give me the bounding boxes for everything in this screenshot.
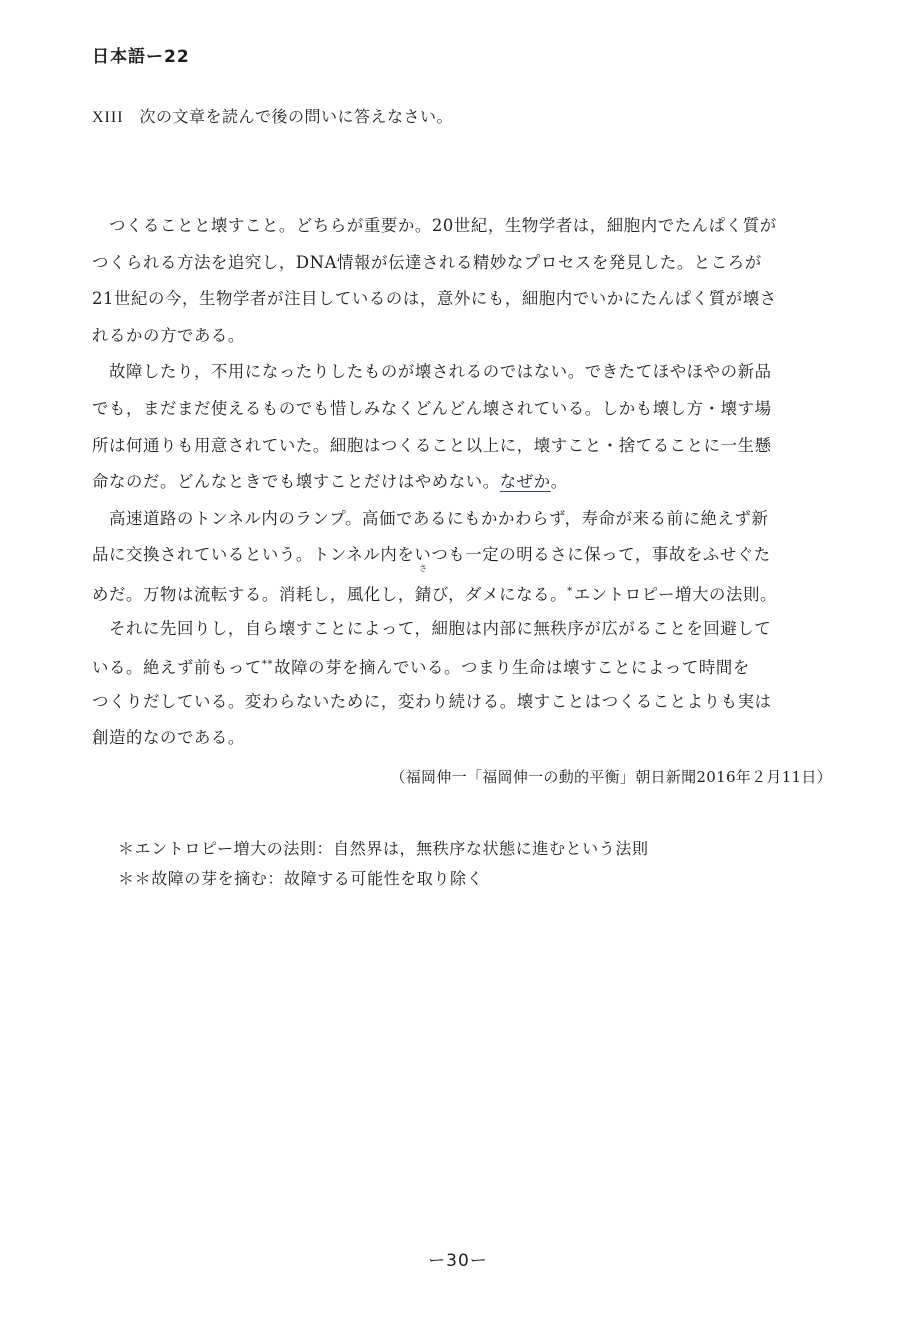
passage-text: それに先回りし，自ら壊すことによって，細胞は内部に無秩序が広がることを回避して: [109, 618, 772, 638]
passage: [92, 208, 832, 757]
passage-line: 21世紀の今，生物学者が注目しているのは，意外にも，細胞内でいかにたんぱく質が壊さ: [92, 289, 777, 309]
passage-line: つくられる方法を追究し，DNA情報が伝達される精妙なプロセスを発見した。ところが: [92, 252, 762, 272]
page-header: 日本語ー22: [92, 47, 190, 67]
ruby-word: [414, 563, 432, 614]
ruby-reading: さ: [419, 563, 428, 573]
footnote-mark: *: [567, 585, 573, 597]
source-citation: （福岡伸一「福岡伸一の動的平衡」朝日新聞2016年２月11日）: [390, 768, 832, 786]
footnote-mark: **: [261, 659, 274, 671]
passage-line: [92, 464, 832, 501]
passage-text: 故障の芽を摘んでいる。つまり生命は壊すことによって時間を: [274, 658, 750, 678]
passage-line: つくりだしている。変わらないために，変わり続ける。壊すことはつくることよりも実は: [92, 691, 772, 711]
passage-line: 所は何通りも用意されていた。細胞はつくること以上に，壊すこと・捨てることに一生懸: [92, 435, 772, 455]
passage-line: [92, 647, 832, 684]
passage-line: れるかの方である。: [92, 325, 245, 345]
passage-text: 高速道路のトンネル内のランプ。高価であるにもかかわらず，寿命が来る前に絶えず新: [109, 508, 769, 528]
passage-text: いる。絶えず前もって: [92, 658, 262, 678]
question-heading: [92, 104, 453, 127]
passage-line: 品に交換されているという。トンネル内をいつも一定の明るさに保って，事故をふせぐた: [92, 545, 771, 565]
ruby-base: 錆: [414, 584, 432, 604]
passage-text: び，ダメになる。: [431, 584, 568, 604]
footnote-2: ＊＊故障の芽を摘む：故障する可能性を取り除く: [118, 869, 484, 888]
passage-line: [92, 611, 832, 648]
page-number: ー30ー: [428, 1251, 488, 1271]
passage-line: [92, 501, 832, 538]
passage-text: 故障したり，不用になったりしたものが壊されるのではない。できたてほやほやの新品: [109, 362, 772, 382]
passage-text: エントロピー増大の法則。: [573, 584, 777, 604]
passage-text: つくることと壊すこと。どちらが重要か。20世紀，生物学者は，細胞内でたんぱく質が: [109, 216, 777, 235]
passage-line: 創造的なのである。: [92, 728, 245, 748]
passage-text: めだ。万物は流転する。消耗し，風化し，: [92, 584, 415, 604]
passage-line: [92, 354, 832, 391]
passage-line: [92, 563, 832, 611]
question-instruction: 次の文章を読んで後の問いに答えなさい。: [139, 107, 454, 126]
passage-line: [92, 208, 832, 245]
footnote-1: ＊エントロピー増大の法則：自然界は，無秩序な状態に進むという法則: [118, 839, 649, 858]
question-number: XIII: [92, 109, 124, 126]
underlined-phrase: なぜか: [499, 472, 551, 492]
footnotes: [118, 834, 649, 894]
passage-text: 。: [550, 472, 568, 492]
passage-text: 命なのだ。どんなときでも壊すことだけはやめない。: [92, 472, 500, 492]
passage-line: でも，まだまだ使えるものでも惜しみなくどんどん壊されている。しかも壊し方・壊す場: [92, 398, 772, 418]
